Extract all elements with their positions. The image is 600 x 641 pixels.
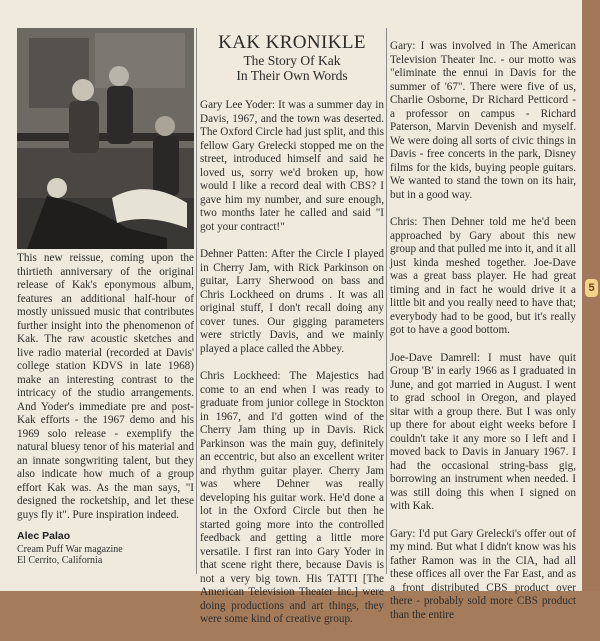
subtitle-line-1: The Story Of Kak bbox=[243, 53, 341, 68]
paragraph-chris: Chris: Then Dehner told me he'd been approached by Gary about this new group and that pulled me into it, and it all just kinda meshed together. Joe-Dave was a great bass player. He had great timing and in fact he would drive it a little bit and you really need to have that; everybody had to be good, but it's really got to have a good bottom. bbox=[390, 216, 576, 336]
middle-column bbox=[200, 32, 384, 641]
author-name: Alec Palao bbox=[17, 530, 71, 542]
article-subtitle bbox=[200, 53, 384, 83]
band-photo-image bbox=[17, 28, 194, 249]
intro-paragraph: This new reissue, coming upon the thirtieth anniversary of the original release of Kak's eponymous album, features an additional half-hour of mostly unissued music that contributes further insight into the phenomenon of Kak. The raw acoustic sketches and live radio material (recorded at Davis' college station KDVS in late 1968) make an interesting contrast to the intricacy of the studio arrangements. And Yoder's immediate pre and post-Kak efforts - the 1967 demo and his 1969 solo release - exemplify the natural bluesy tenor of his material and an innate songwriting talent, but they also indicate how much of a group effort Kak was. As the man says, "I designed the rocketship, and let these guys fly it". Pure inspiration indeed. bbox=[17, 252, 194, 521]
paragraph-gary-tatti: Gary: I was involved in The American Television Theater Inc. - our motto was "eliminate the ennui in Davis for the summer of '67". There were five of us, Charlie Osborne, Dr Richard Petticord - a professor on campus - Richard Paterson, Marvin Devenish and myself. We were doing all sorts of civic things in Davis - free concerts in the park, Disney films for the kids, buying people guitars. We wanted to stand the town on its hair, but in a good way. bbox=[390, 40, 576, 201]
article-title: KAK KRONIKLE bbox=[218, 32, 366, 53]
intro-column bbox=[17, 252, 194, 567]
paragraph-yoder: Gary Lee Yoder: It was a summer day in Davis, 1967, and the town was deserted. The Oxford Circle had just split, and this fellow Gary Grelecki stopped me on the street, introduced himself and said he loved us, sorry we'd broken up, how would I like a record deal with CBS? I gave him my number, and sure enough, two months later he called and said "I got your contract!" bbox=[200, 99, 384, 233]
paragraph-damrell: Joe-Dave Damrell: I must have quit Group 'B' in early 1966 as I graduated in June, and got married in August. I went to grad school in Oregon, and played sitar with a group there. But I was only up there for about eight weeks before I couldn't take it any more so I left and I moved back to Davis in January 1967. I had the occasional string-bass gig, borrowing an instrument when needed. I was still doing this when I signed on with Kak. bbox=[390, 351, 576, 512]
author-affiliation: Cream Puff War magazine bbox=[17, 543, 123, 555]
band-photo bbox=[17, 28, 194, 249]
subtitle-line-2: In Their Own Words bbox=[236, 68, 348, 83]
paragraph-lockheed: Chris Lockheed: The Majestics had come to an end when I was ready to graduate from junior college in Stockton in 1967, and I'd gotten wind of the Cherry Jam thing up in Davis. Rick Parkinson was the main guy, definitely an eccentric, but also an excellent writer and rhythm guitar player. Cherry Jam was where Dehner was really developing his guitar work. He'd done a lot in the Oxford Circle but then he started going more into the controlled feedback and getting a little more versatile. I first ran into Gary Yoder in that scene right there, because Davis is not a very big town. His TATTI [The American Television Theater Inc.] were doing productions and art things, they were some kind of creative group. bbox=[200, 370, 384, 625]
paragraph-patten: Dehner Patten: After the Circle I played in Cherry Jam, with Rick Parkinson on guitar, Larry Sherwood on bass and Chris Lockheed on drums . It was all original stuff, I don't recall doing any cover tunes. Our gigging parameters were strictly Davis, and we mainly played a place called the Abbey. bbox=[200, 248, 384, 355]
column-divider-right bbox=[386, 28, 387, 574]
page-number-badge: 5 bbox=[585, 279, 598, 297]
column-divider-left bbox=[196, 28, 197, 574]
paragraph-gary-grelecki: Gary: I'd put Gary Grelecki's offer out of my mind. But what I didn't know was his father Ramon was in the CIA, had all these offices all over the Far East, and as a front distributed CBS product over there - probably sold more CBS product than the entire bbox=[390, 527, 576, 621]
author-location: El Cerrito, California bbox=[17, 555, 103, 566]
right-column bbox=[390, 40, 576, 636]
